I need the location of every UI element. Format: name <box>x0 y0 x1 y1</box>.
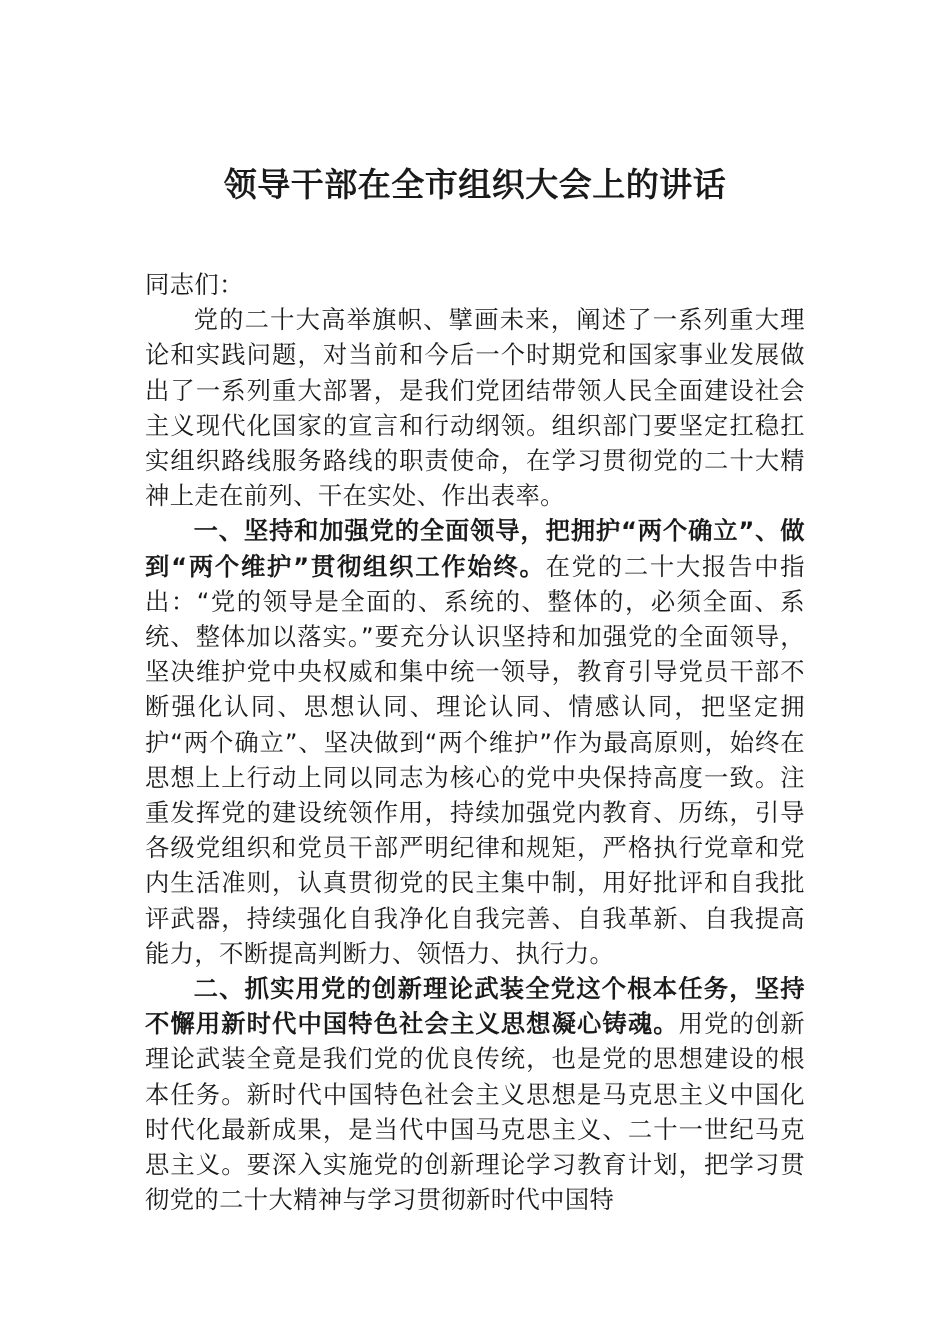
intro-paragraph: 党的二十大高举旗帜、擘画未来，阐述了一系列重大理论和实践问题，对当前和今后一个时期党和国家事业发展做出了一系列重大部署，是我们党团结带领人民全面建设社会主义现代化国家的宣言和行动纲领。组织部门要坚定扛稳扛实组织路线服务路线的职责使命，在学习贯彻党的二十大精神上走在前列、干在实处、作出表率。 <box>145 305 805 511</box>
document-body <box>145 267 805 1217</box>
section-2-paragraph <box>145 971 805 1217</box>
section-2-body: 用党的创新理论武装全竟是我们党的优良传统，也是党的思想建设的根本任务。新时代中国特色社会主义思想是马克思主义中国化时代化最新成果，是当代中国马克思主义、二十一世纪马克思主义。要深入实施党的创新理论学习教育计划，把学习贯彻党的二十大精神与学习贯彻新时代中国特 <box>145 1009 806 1215</box>
section-2-heading: 二、抓实用党的创新理论武装全党这个根本任务，坚持不懈用新时代中国特色社会主义思想凝心铸魂。 <box>145 974 805 1039</box>
section-1-heading: 一、坚持和加强党的全面领导，把拥护“两个确立”、做到“两个维护”贯彻组织工作始终。 <box>145 516 805 581</box>
salutation: 同志们： <box>145 270 244 299</box>
section-1-body: 在党的二十大报告中指出：“党的领导是全面的、系统的、整体的，必须全面、系统、整体加以落实。”要充分认识坚持和加强党的全面领导，坚决维护党中央权威和集中统一领导，教育引导党员干部不断强化认同、思想认同、理论认同、情感认同，把坚定拥护“两个确立”、坚决做到“两个维护”作为最高原则，始终在思想上上行动上同以同志为核心的党中央保持高度一致。注重发挥党的建设统领作用，持续加强党内教育、历练，引导各级党组织和党员干部严明纪律和规矩，严格执行党章和党内生活准则，认真贯彻党的民主集中制，用好批评和自我批评武器，持续强化自我净化自我完善、自我革新、自我提高能力，不断提高判断力、领悟力、执行力。 <box>145 551 805 968</box>
document-page <box>145 150 805 1217</box>
section-1-paragraph <box>145 513 805 971</box>
document-title: 领导干部在全市组织大会上的讲话 <box>223 165 727 204</box>
